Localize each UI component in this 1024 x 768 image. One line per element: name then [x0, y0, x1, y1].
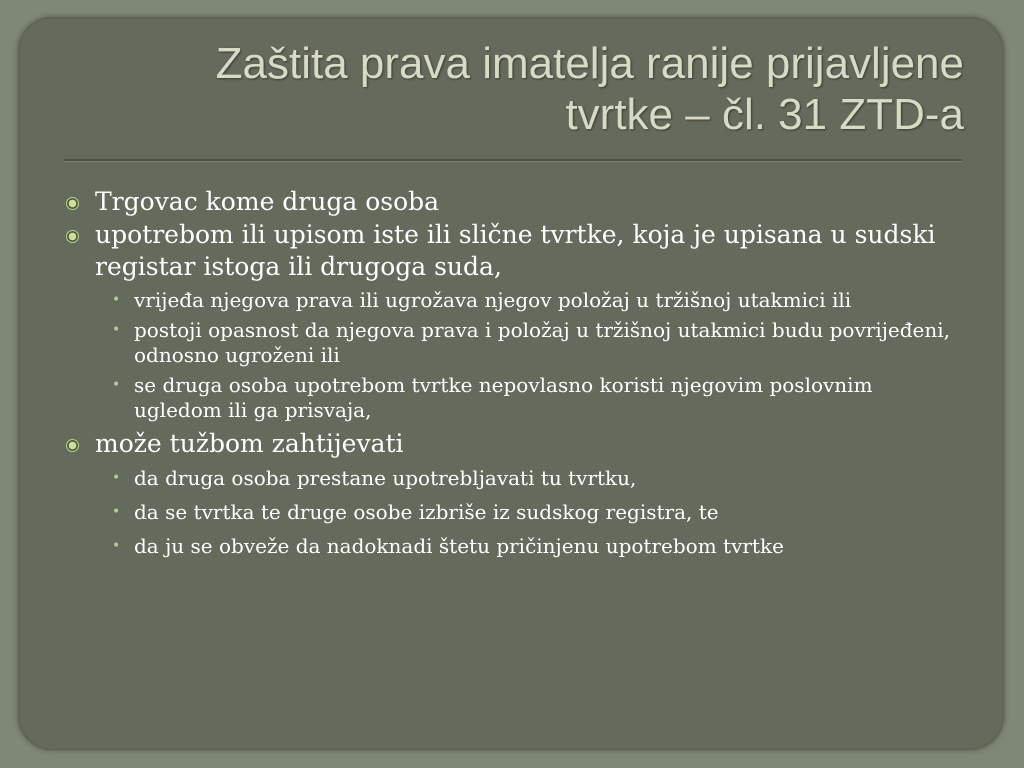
sub-bullet-text: postoji opasnost da njegova prava i položaj u tržišnoj utakmici budu povrijeđeni, odnosno ugroženi ili: [134, 318, 951, 367]
sub-bullet-text: da druga osoba prestane upotrebljavati tu tvrtku,: [134, 466, 637, 490]
bullet-text: Trgovac kome druga osoba: [95, 187, 440, 216]
slide-title-line-2: tvrtke – čl. 31 ZTD-a: [565, 90, 964, 139]
sub-bullet-text: vrijeđa njegova prava ili ugrožava njegov položaj u tržišnoj utakmici ili: [134, 288, 852, 312]
dot-bullet-icon: •: [112, 470, 121, 486]
bullet-item: [62, 186, 962, 218]
bullet-item: [62, 219, 962, 283]
bullet-text: upotrebom ili upisom iste ili slične tvrtke, koja je upisana u sudski registar istoga ili drugoga suda,: [95, 220, 936, 281]
sub-bullet-item: [62, 318, 962, 368]
slide-title-line-1: Zaštita prava imatelja ranije prijavljene: [215, 39, 964, 88]
dot-bullet-icon: •: [112, 538, 121, 554]
sub-bullet-text: da se tvrtka te druge osobe izbriše iz sudskog registra, te: [134, 500, 719, 524]
circle-bullet-icon: [66, 439, 79, 452]
dot-bullet-icon: •: [112, 504, 121, 520]
dot-bullet-icon: •: [112, 377, 121, 393]
dot-bullet-icon: •: [112, 292, 121, 308]
sub-bullet-item: [62, 531, 962, 562]
sub-bullet-item: [62, 288, 962, 313]
dot-bullet-icon: •: [112, 322, 121, 338]
sub-bullet-text: se druga osoba upotrebom tvrtke nepovlasno koristi njegovim poslovnim ugledom ili ga prisvaja,: [134, 373, 873, 422]
sub-bullet-item: [62, 463, 962, 494]
bullet-item: [62, 428, 962, 460]
bullet-text: može tužbom zahtijevati: [95, 429, 404, 458]
title-divider: [64, 159, 962, 162]
slide-title: [84, 38, 964, 140]
sub-bullet-item: [62, 373, 962, 423]
sub-bullet-text: da ju se obveže da nadoknadi štetu pričinjenu upotrebom tvrtke: [134, 534, 784, 558]
circle-bullet-icon: [66, 197, 79, 210]
circle-bullet-icon: [66, 230, 79, 243]
slide-content: [62, 186, 962, 565]
sub-bullet-item: [62, 497, 962, 528]
